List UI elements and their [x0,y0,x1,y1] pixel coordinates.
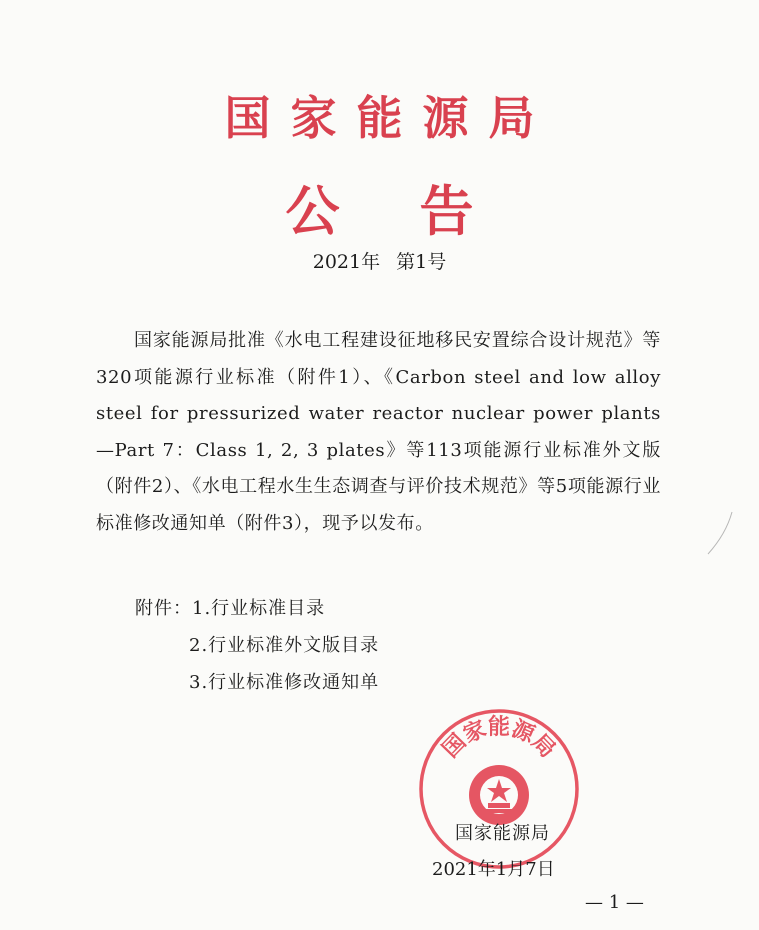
attachment-item: 3.行业标准修改通知单 [189,672,380,693]
national-emblem-icon [469,765,529,825]
pen-stroke-mark [700,508,740,558]
signature-date: 2021年1月7日 [432,859,555,880]
document-number: 2021年 第1号 [312,251,447,273]
signature-organization: 国家能源局 [455,823,550,844]
issuer-title: 国家能源局 [224,91,555,145]
svg-text:国家能源局: 国家能源局 [437,714,561,763]
attachment-label: 附件： [135,598,192,619]
document-type-title: 公告 [285,179,554,243]
page-number: — 1 — [585,892,644,913]
attachment-list [135,590,379,701]
announcement-paragraph: 国家能源局批准《水电工程建设征地移民安置综合设计规范》等320项能源行业标准（附件1）、《Carbon steel and low alloy steel for pressurized water reactor nuclear power plants—Part 7：Class 1, 2, 3 plates》等113项能源行业标准外文版（附件2）、《水电工程水生生态调查与评价技术规范》等5项能源行业标准修改通知单（附件3），现予以发布。 [96,330,661,534]
attachment-item: 2.行业标准外文版目录 [189,635,380,656]
attachment-item: 附件：1.行业标准目录 [135,598,326,619]
